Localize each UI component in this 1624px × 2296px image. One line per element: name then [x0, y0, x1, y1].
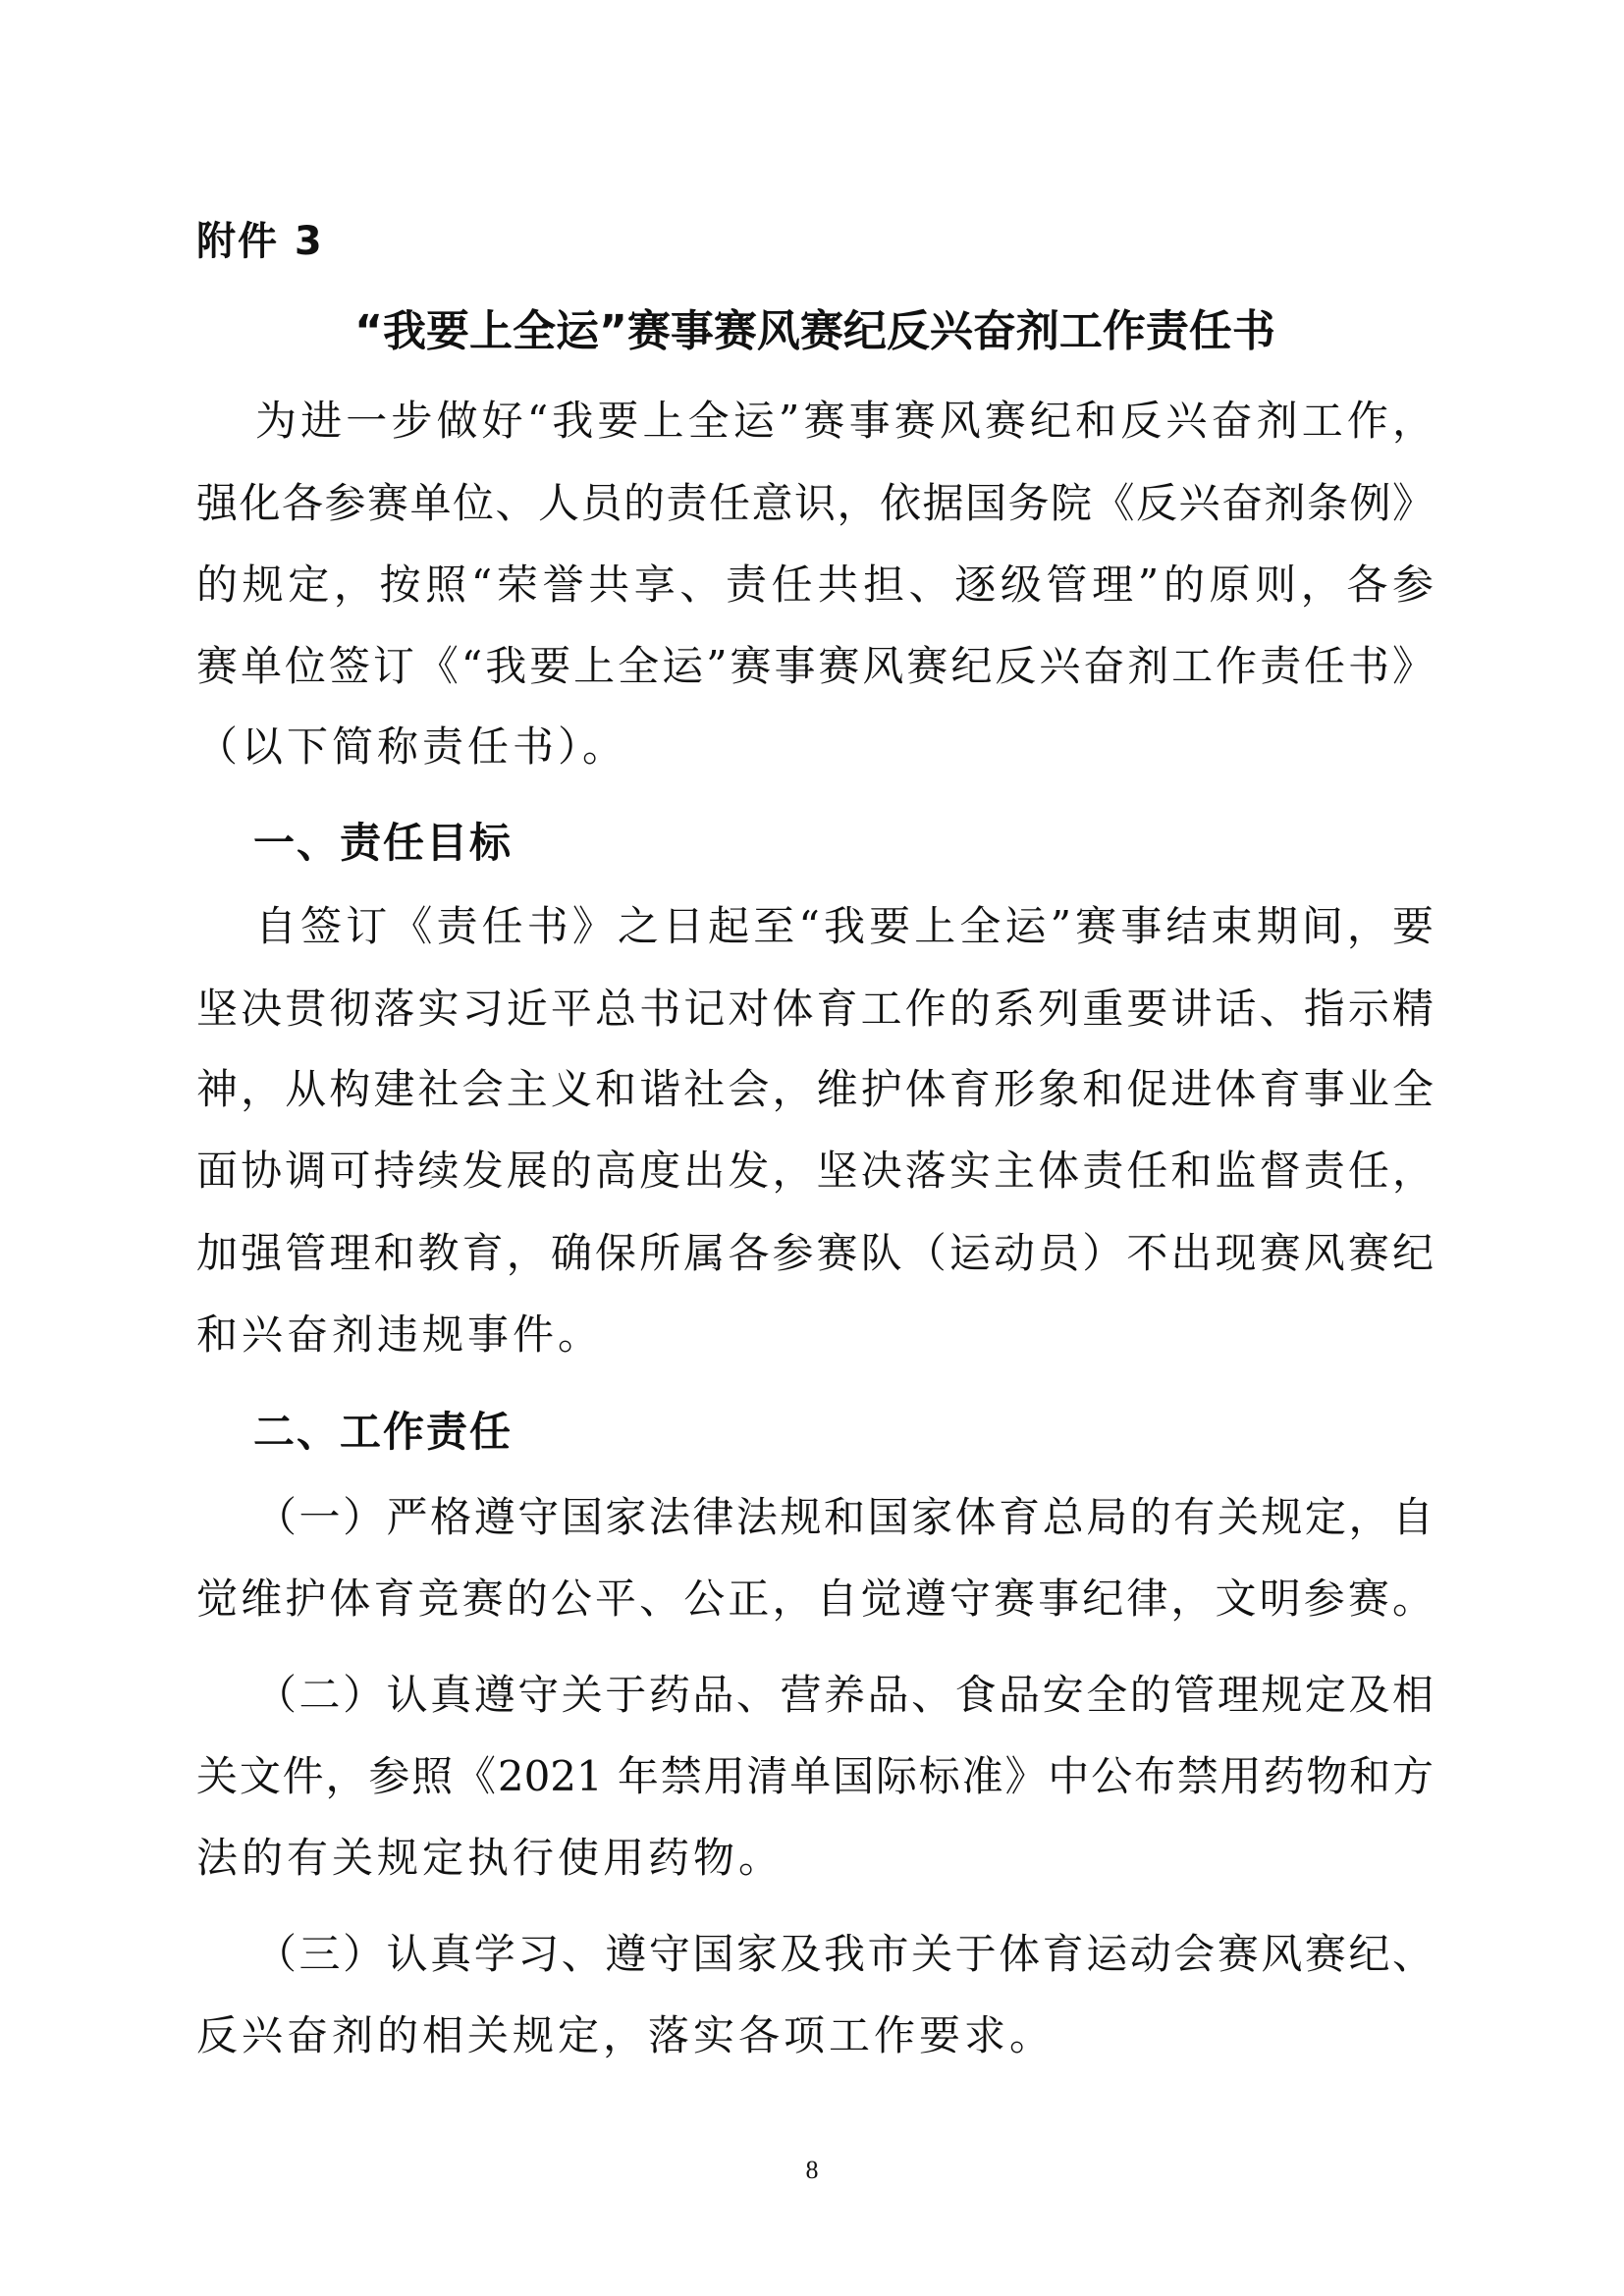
page-number: 8	[805, 2156, 819, 2184]
section-heading-targets: 一、责任目标	[253, 819, 514, 867]
intro-line: 赛单位签订《“我要上全运”赛事赛风赛纪反兴奋剂工作责任书》	[196, 642, 1434, 690]
section1-line: 自签订《责任书》之日起至“我要上全运”赛事结束期间，要	[255, 902, 1434, 950]
intro-line: 强化各参赛单位、人员的责任意识，依据国务院《反兴奋剂条例》	[196, 479, 1434, 527]
item3-line: 反兴奋剂的相关规定，落实各项工作要求。	[196, 2011, 1056, 2059]
item1-line: （一）严格遵守国家法律法规和国家体育总局的有关规定，自	[255, 1493, 1434, 1541]
intro-line: 为进一步做好“我要上全运”赛事赛风赛纪和反兴奋剂工作，	[255, 397, 1434, 445]
item2-line: （二）认真遵守关于药品、营养品、食品安全的管理规定及相	[255, 1671, 1434, 1719]
intro-line: 的规定，按照“荣誉共享、责任共担、逐级管理”的原则，各参	[196, 561, 1434, 609]
attachment-label: 附件 3	[196, 219, 324, 264]
section1-line: 神，从构建社会主义和谐社会，维护体育形象和促进体育事业全	[196, 1065, 1434, 1113]
section1-line: 和兴奋剂违规事件。	[196, 1310, 604, 1359]
item3-line: （三）认真学习、遵守国家及我市关于体育运动会赛风赛纪、	[255, 1930, 1434, 1978]
section-heading-responsibilities: 二、工作责任	[253, 1408, 514, 1456]
item2-line: 关文件，参照《2021 年禁用清单国际标准》中公布禁用药物和方	[196, 1752, 1434, 1800]
document-title: “我要上全运”赛事赛风赛纪反兴奋剂工作责任书	[354, 306, 1275, 356]
section1-line: 坚决贯彻落实习近平总书记对体育工作的系列重要讲话、指示精	[196, 985, 1434, 1033]
item2-line: 法的有关规定执行使用药物。	[196, 1834, 785, 1882]
item1-line: 觉维护体育竞赛的公平、公正，自觉遵守赛事纪律，文明参赛。	[196, 1575, 1434, 1623]
intro-line: （以下简称责任书）。	[196, 722, 628, 771]
section1-line: 加强管理和教育，确保所属各参赛队（运动员）不出现赛风赛纪	[196, 1229, 1434, 1277]
section1-line: 面协调可持续发展的高度出发，坚决落实主体责任和监督责任，	[196, 1147, 1434, 1195]
